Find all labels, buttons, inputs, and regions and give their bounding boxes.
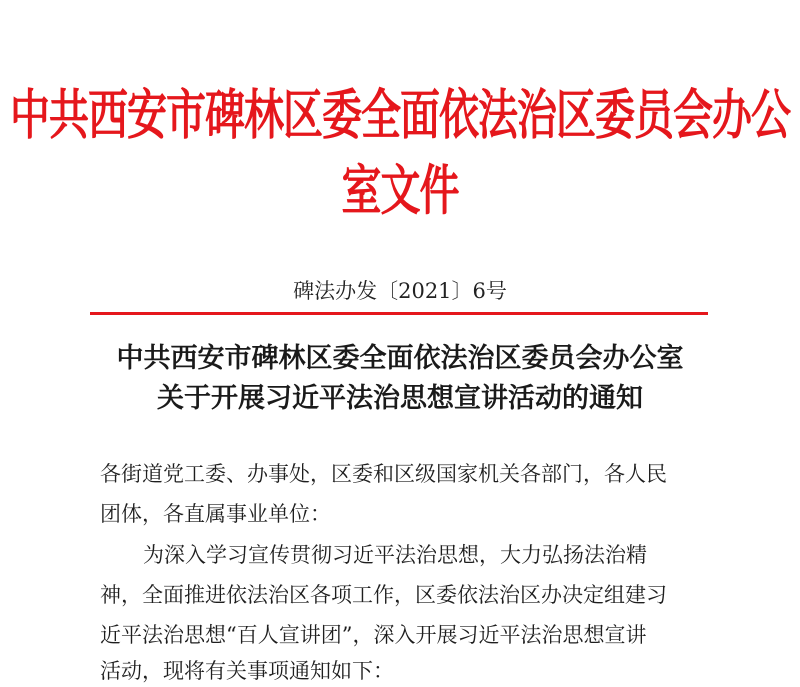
document-number: 碑法办发〔2021〕6号 [293,279,507,303]
issuer-masthead: 中共西安市碑林区委全面依法治区委员会办公室文件 [10,84,790,223]
document-title-line-1: 中共西安市碑林区委全面依法治区委员会办公室 [116,343,684,374]
body-paragraph-line-2: 神，全面推进依法治区各项工作，区委依法治区办决定组建习 [100,583,667,607]
body-paragraph-line-3: 近平法治思想“百人宣讲团”，深入开展习近平法治思想宣讲 [100,623,647,647]
addressee-line-2: 团体，各直属事业单位： [100,502,331,526]
body-paragraph-line-1: 为深入学习宣传贯彻习近平法治思想，大力弘扬法治精 [143,543,647,567]
body-paragraph-line-4: 活动，现将有关事项通知如下： [100,659,394,683]
red-separator-line [90,312,708,315]
document-title-line-2: 关于开展习近平法治思想宣讲活动的通知 [157,383,643,414]
addressee-line-1: 各街道党工委、办事处，区委和区级国家机关各部门，各人民 [100,462,667,486]
